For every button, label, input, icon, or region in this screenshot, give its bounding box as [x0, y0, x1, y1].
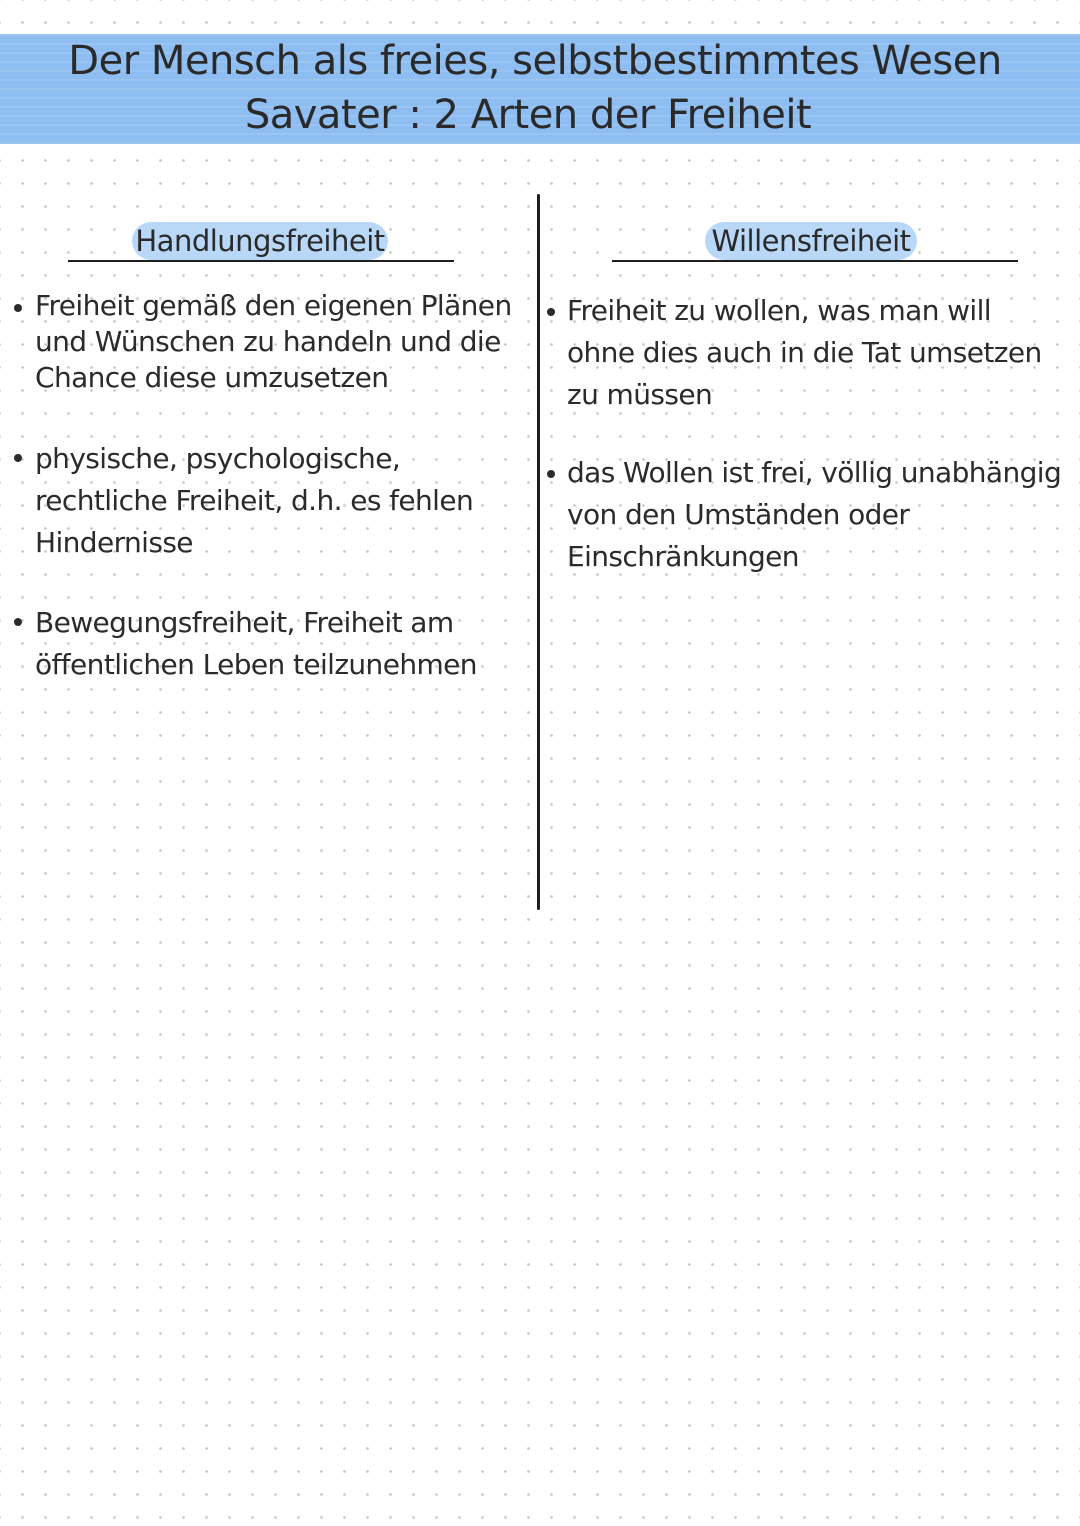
page-subtitle: Savater : 2 Arten der Freiheit — [244, 92, 812, 138]
list-item — [545, 452, 1065, 578]
list-item-text: Bewegungsfreiheit, Freiheit am öffentlichen Leben teilzunehmen — [35, 606, 477, 681]
list-item-text: Freiheit zu wollen, was man will ohne dies auch in die Tat umsetzen zu müssen — [567, 294, 1042, 411]
list-item — [10, 288, 520, 396]
right-heading-underline — [612, 260, 1018, 262]
list-item-text: das Wollen ist frei, völlig unabhängig von den Umständen oder Einschränkungen — [567, 456, 1062, 573]
list-item — [545, 290, 1065, 416]
right-column-heading — [612, 222, 1018, 262]
bullet-icon — [547, 308, 555, 316]
right-bullet-list — [545, 290, 1065, 578]
bullet-icon — [14, 304, 22, 312]
right-heading-label: Willensfreiheit — [705, 222, 917, 260]
list-item-text: physische, psychologische, rechtliche Freiheit, d.h. es fehlen Hindernisse — [35, 442, 474, 559]
bullet-icon — [14, 618, 22, 626]
bullet-icon — [547, 470, 555, 478]
left-column-heading — [68, 222, 454, 262]
page-title: Der Mensch als freies, selbstbestimmtes Wesen — [68, 38, 1002, 84]
column-divider — [537, 194, 540, 910]
list-item — [10, 438, 520, 564]
list-item — [10, 602, 520, 686]
left-heading-label: Handlungsfreiheit — [132, 222, 388, 260]
left-bullet-list — [10, 288, 520, 686]
list-item-text: Freiheit gemäß den eigenen Plänen und Wünschen zu handeln und die Chance diese umzusetzen — [35, 289, 512, 394]
bullet-icon — [14, 454, 22, 462]
left-heading-underline — [68, 260, 454, 262]
